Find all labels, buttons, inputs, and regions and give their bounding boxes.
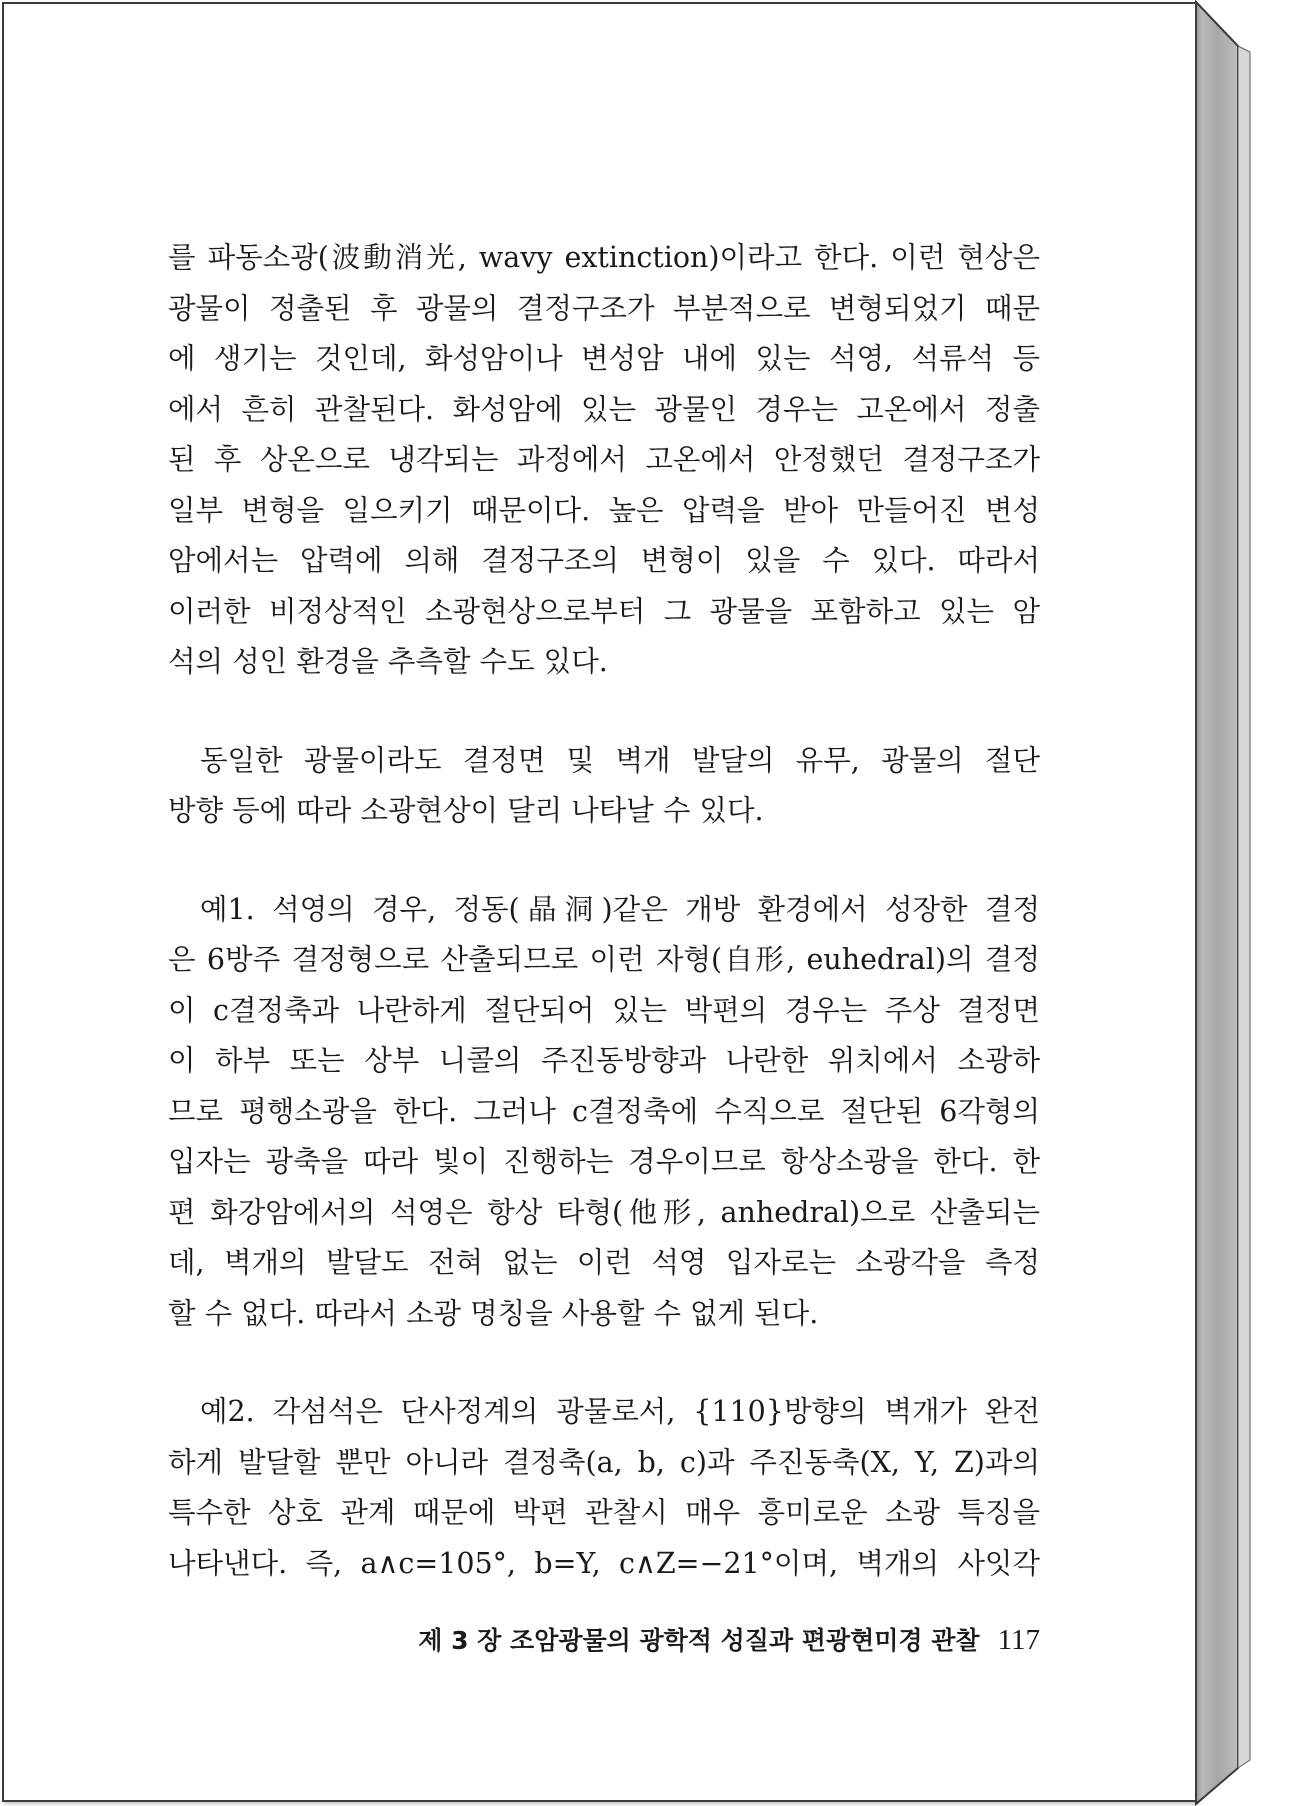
paragraph-spacer: [168, 1339, 1040, 1387]
text-line: 동일한 광물이라도 결정면 및 벽개 발달의 유무, 광물의 절단: [200, 743, 1040, 777]
text-line: 광물이 정출된 후 광물의 결정구조가 부분적으로 변형되었기 때문: [168, 291, 1040, 325]
text-line: 석의 성인 환경을 추측할 수도 있다.: [168, 645, 608, 678]
text-line: 일부 변형을 일으키기 때문이다. 높은 압력을 받아 만들어진 변성: [168, 493, 1040, 527]
book-edge-back: [1238, 46, 1250, 1768]
text-line: 예1. 석영의 경우, 정동(晶洞)같은 개방 환경에서 성장한 결정: [200, 892, 1040, 926]
text-line: 입자는 광축을 따라 빛이 진행하는 경우이므로 항상소광을 한다. 한: [168, 1145, 1040, 1178]
paragraph-spacer: [168, 837, 1040, 885]
book-spine-edge: [1196, 2, 1238, 1804]
text-line: 에 생기는 것인데, 화성암이나 변성암 내에 있는 석영, 석류석 등: [168, 342, 1040, 375]
text-line: 하게 발달할 뿐만 아니라 결정축(a, b, c)과 주진동축(X, Y, Z)과의: [168, 1445, 1040, 1479]
text-line: 이러한 비정상적인 소광현상으로부터 그 광물을 포함하고 있는 암: [168, 594, 1040, 628]
text-line: 에서 흔히 관찰된다. 화성암에 있는 광물인 경우는 고온에서 정출: [168, 392, 1040, 426]
text-line: 이 c결정축과 나란하게 절단되어 있는 박편의 경우는 주상 결정면: [168, 993, 1040, 1027]
text-line: 예2. 각섬석은 단사정계의 광물로서, {110}방향의 벽개가 완전: [200, 1395, 1040, 1428]
paragraph-spacer: [168, 688, 1040, 736]
body-text: [168, 233, 1040, 1589]
chapter-title: 제 3 장 조암광물의 광학적 성질과 편광현미경 관찰: [418, 1626, 980, 1655]
text-line: 특수한 상호 관계 때문에 박편 관찰시 매우 흥미로운 소광 특징을: [168, 1496, 1040, 1529]
paragraph-example-2: [168, 1387, 1040, 1589]
text-line: 를 파동소광(波動消光, wavy extinction)이라고 한다. 이런 현상은: [168, 241, 1040, 274]
paragraph-cutting-direction: [168, 736, 1040, 837]
text-line: 암에서는 압력에 의해 결정구조의 변형이 있을 수 있다. 따라서: [168, 544, 1040, 577]
page-number: 117: [997, 1624, 1040, 1656]
text-line: 데, 벽개의 발달도 전혀 없는 이런 석영 입자로는 소광각을 측정: [168, 1246, 1040, 1279]
running-footer: [360, 1620, 1040, 1660]
text-line: 므로 평행소광을 한다. 그러나 c결정축에 수직으로 절단된 6각형의: [168, 1094, 1040, 1128]
text-line: 방향 등에 따라 소광현상이 달리 나타날 수 있다.: [168, 794, 764, 827]
text-line: 이 하부 또는 상부 니콜의 주진동방향과 나란한 위치에서 소광하: [168, 1044, 1040, 1077]
paragraph-example-1: [168, 885, 1040, 1340]
text-line: 할 수 없다. 따라서 소광 명칭을 사용할 수 없게 된다.: [168, 1296, 819, 1330]
text-line: 은 6방주 결정형으로 산출되므로 이런 자형(自形, euhedral)의 결정: [168, 943, 1040, 976]
text-line: 편 화강암에서의 석영은 항상 타형(他形, anhedral)으로 산출되는: [168, 1195, 1040, 1229]
text-line: 된 후 상온으로 냉각되는 과정에서 고온에서 안정했던 결정구조가: [168, 443, 1040, 476]
text-line: 나타낸다. 즉, a∧c=105°, b=Y, c∧Z=−21°이며, 벽개의 사잇각: [168, 1546, 1040, 1580]
paragraph-wavy-extinction: [168, 233, 1040, 688]
